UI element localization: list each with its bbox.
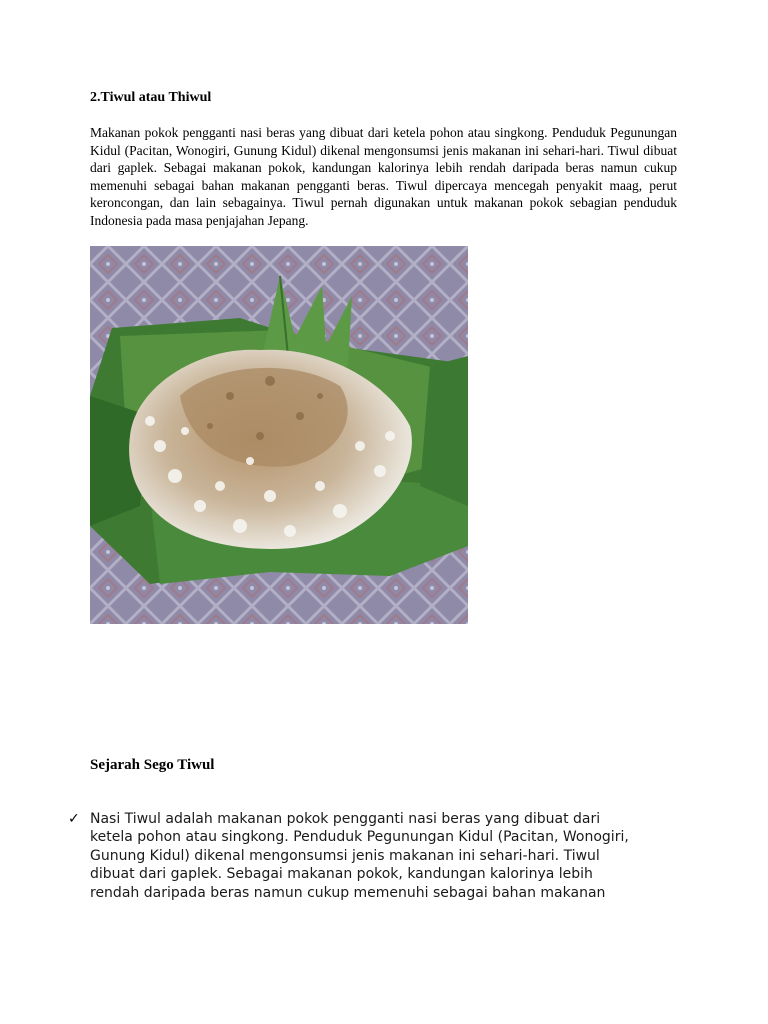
bullet-line: rendah daripada beras namun cukup memenuhi sebagai bahan makanan — [90, 884, 606, 901]
section-heading-tiwul: 2.Tiwul atau Thiwul — [90, 90, 212, 105]
bullet-text — [90, 810, 708, 902]
section-heading-sejarah: Sejarah Sego Tiwul — [90, 757, 215, 773]
bullet-line: dibuat dari gaplek. Sebagai makanan pokok, kandungan kalorinya lebih — [90, 866, 593, 883]
bullet-line: Gunung Kidul) dikenal mengonsumsi jenis makanan ini sehari-hari. Tiwul — [90, 847, 600, 864]
tiwul-photo — [90, 246, 468, 624]
check-icon: ✓ — [68, 811, 80, 827]
tiwul-description-paragraph: Makanan pokok pengganti nasi beras yang dibuat dari ketela pohon atau singkong. Penduduk Pegunungan Kidul (Pacitan, Wonogiri, Gunung Kidul) dikenal mengonsumsi jenis makanan ini sehari-hari. Tiwul dibuat dari gaplek. Sebagai makanan pokok, kandungan kalorinya lebih rendah daripada beras namun cukup memenuhi sebagai bahan makanan pengganti beras. Tiwul dipercaya mencegah penyakit maag, perut keroncongan, dan lain sebagainya. Tiwul pernah digunakan untuk makanan pokok sebagian penduduk Indonesia pada masa penjajahan Jepang. — [90, 125, 677, 228]
bullet-line: Nasi Tiwul adalah makanan pokok pengganti nasi beras yang dibuat dari — [90, 811, 601, 827]
bullet-line: ketela pohon atau singkong. Penduduk Pegunungan Kidul (Pacitan, Wonogiri, — [90, 829, 629, 846]
